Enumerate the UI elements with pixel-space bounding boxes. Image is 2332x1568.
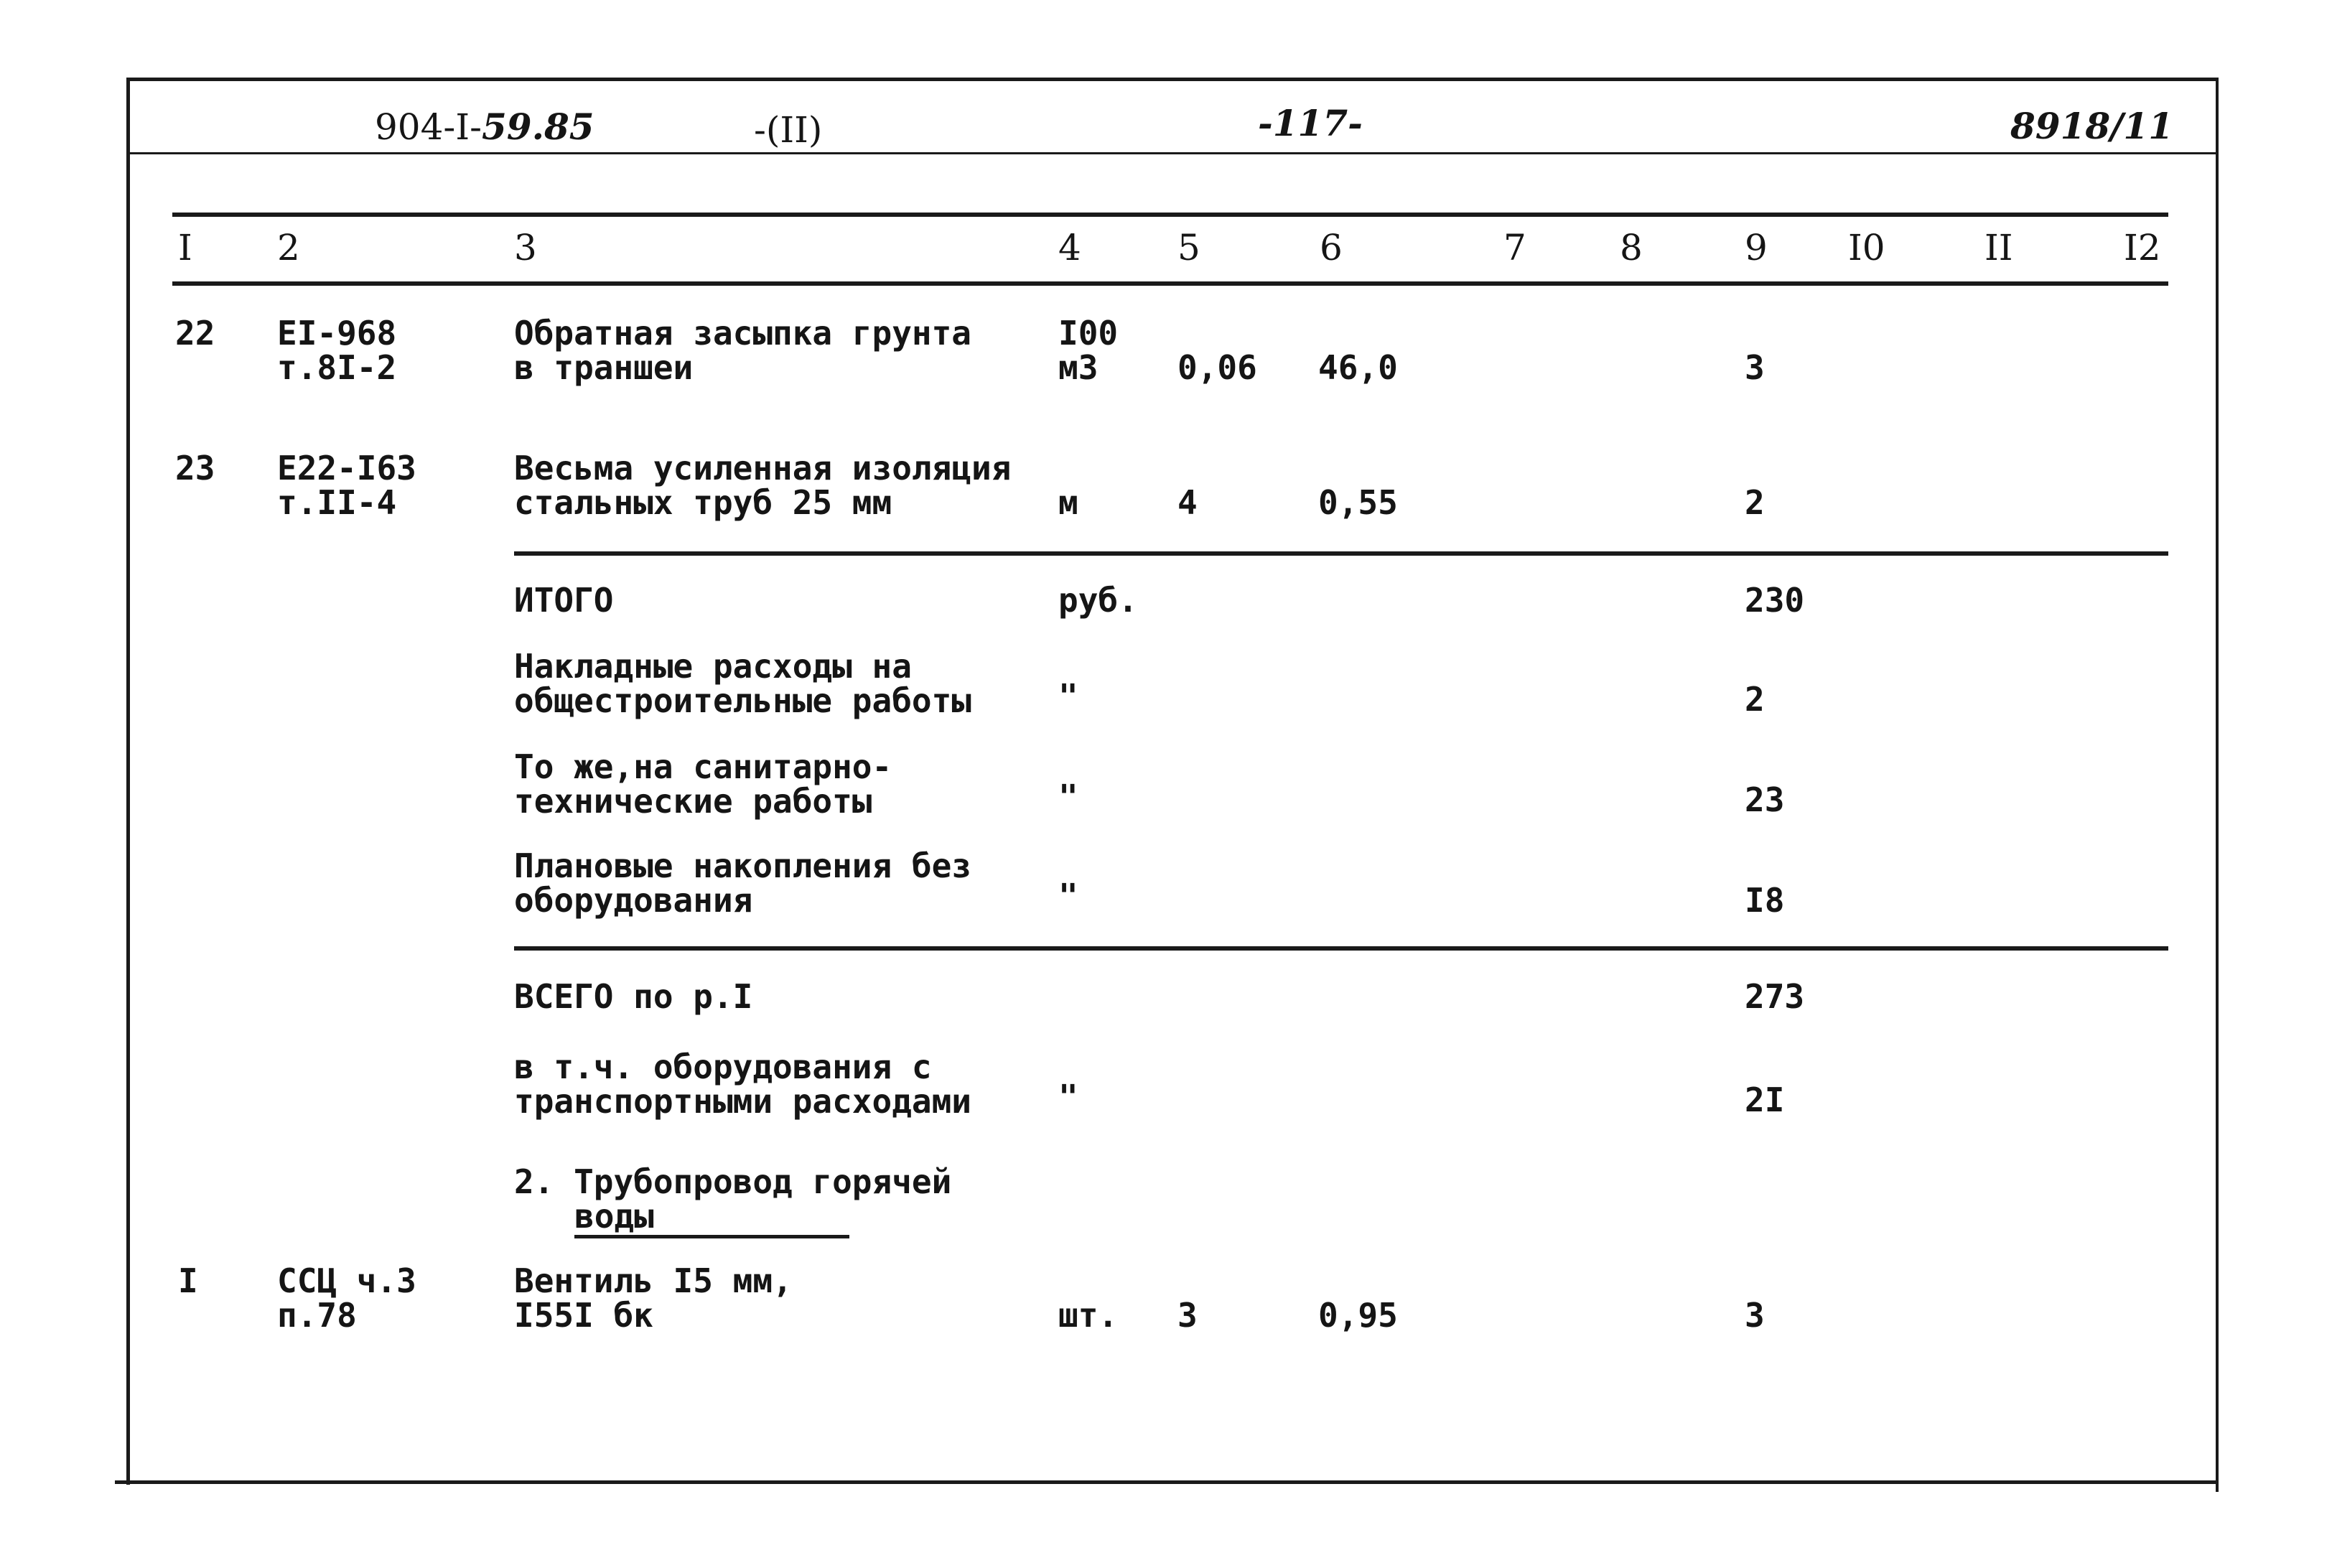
row-total: 3 xyxy=(1745,348,1765,387)
row-total: 2 xyxy=(1745,483,1765,522)
row-price: 0,95 xyxy=(1318,1296,1398,1335)
doc-code-handwritten: 59.85 xyxy=(481,106,594,148)
summary-top-line xyxy=(514,551,2168,556)
row-number: 23 xyxy=(175,449,215,487)
summary-description: То же,на санитарно- технические работы xyxy=(514,747,892,821)
summary-description: Плановые накопления без оборудования xyxy=(514,846,971,920)
row-unit: м xyxy=(1058,483,1078,522)
column-number: 2 xyxy=(277,227,300,269)
totals-total: 273 xyxy=(1745,977,1805,1016)
summary-unit: руб. xyxy=(1058,581,1138,620)
column-number: II xyxy=(1984,227,2013,269)
row-number: 22 xyxy=(175,314,215,353)
summary-total: 2 xyxy=(1745,680,1765,719)
row-quantity: 0,06 xyxy=(1177,348,1257,387)
section-2-title-underlined: воды xyxy=(574,1199,849,1238)
row-unit: шт. xyxy=(1058,1296,1119,1335)
summary-unit: " xyxy=(1058,877,1078,915)
column-number: 9 xyxy=(1745,227,1768,269)
summary-unit: " xyxy=(1058,778,1078,816)
frame-bottom-line xyxy=(115,1480,2219,1484)
row-quantity: 3 xyxy=(1177,1296,1198,1335)
header-divider-line xyxy=(129,152,2219,154)
column-number: I2 xyxy=(2124,227,2161,269)
totals-top-line xyxy=(514,946,2168,951)
doc-code xyxy=(375,108,594,146)
section-label: -(II) xyxy=(754,109,823,151)
summary-total: 23 xyxy=(1745,780,1785,819)
row-description: Весьма усиленная изоляция стальных труб 25 мм xyxy=(514,449,1012,522)
table-top-line xyxy=(172,213,2168,217)
summary-description: ИТОГО xyxy=(514,581,614,620)
frame-left-line xyxy=(126,78,130,1485)
summary-unit: " xyxy=(1058,677,1078,716)
row-description: Обратная засыпка грунта в траншеи xyxy=(514,314,971,387)
column-number: 3 xyxy=(514,227,537,269)
row-total: 3 xyxy=(1745,1296,1765,1335)
column-number: 8 xyxy=(1620,227,1643,269)
row-quantity: 4 xyxy=(1177,483,1198,522)
column-number: I0 xyxy=(1848,227,1885,269)
summary-total: 230 xyxy=(1745,581,1805,620)
row-code: ССЦ ч.3 п.78 xyxy=(277,1261,416,1335)
row-code: E22-I63 т.II-4 xyxy=(277,449,416,522)
sheet-code: 8918/11 xyxy=(2010,105,2174,147)
column-number: 6 xyxy=(1320,227,1343,269)
totals-unit: " xyxy=(1058,1078,1078,1116)
column-number: 5 xyxy=(1177,227,1200,269)
row-price: 46,0 xyxy=(1318,348,1398,387)
column-number: 4 xyxy=(1058,227,1081,269)
summary-total: I8 xyxy=(1745,881,1785,920)
column-number: I xyxy=(178,227,192,269)
summary-description: Накладные расходы на общестроительные работы xyxy=(514,647,971,720)
row-description: Вентиль I5 мм, I55I бк xyxy=(514,1261,793,1335)
frame-top-line xyxy=(129,78,2219,81)
row-code: EI-968 т.8I-2 xyxy=(277,314,397,387)
totals-total: 2I xyxy=(1745,1081,1785,1119)
column-numbers-line xyxy=(172,281,2168,286)
row-price: 0,55 xyxy=(1318,483,1398,522)
section-2-title: 2. Трубопровод горячей воды xyxy=(514,1165,951,1238)
page-number: -117- xyxy=(1258,102,1363,144)
column-number: 7 xyxy=(1503,227,1526,269)
doc-code-prefix: 904-I- xyxy=(375,106,482,148)
row-unit: I00 м3 xyxy=(1058,314,1119,387)
frame-right-line xyxy=(2216,78,2219,1492)
totals-description: ВСЕГО по р.I xyxy=(514,977,753,1016)
totals-description: в т.ч. оборудования с транспортными расходами xyxy=(514,1047,971,1121)
row-number: I xyxy=(178,1261,198,1300)
